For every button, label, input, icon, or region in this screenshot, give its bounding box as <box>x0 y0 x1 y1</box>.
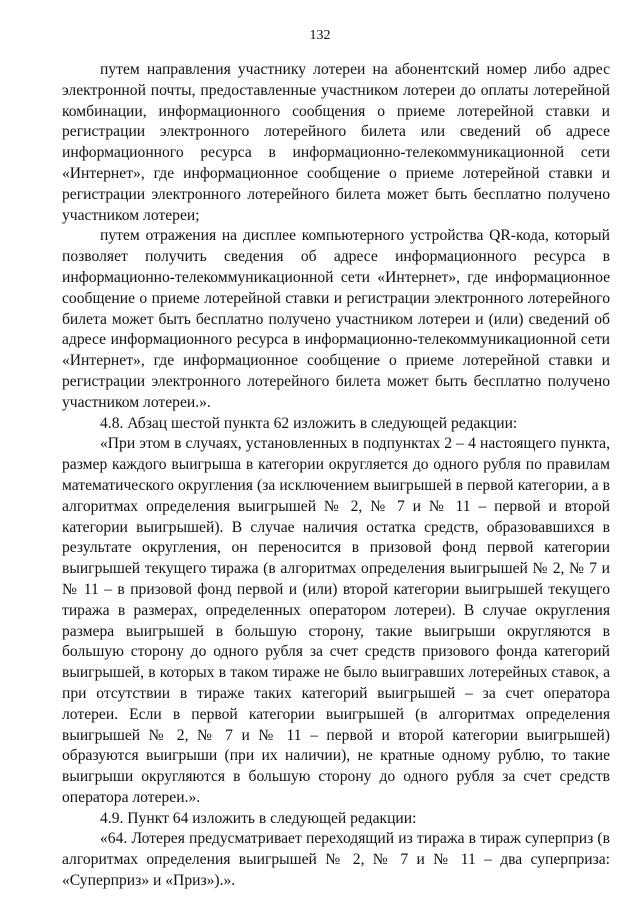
paragraph-superprize: «64. Лотерея предусматривает переходящий из тиража в тираж суперприз (в алгоритмах определения выигрышей № 2, № 7 и № 11 – два суперприза: «Суперприз» и «Приз»).». <box>62 830 610 890</box>
document-body <box>62 60 610 892</box>
paragraph-section-4-8: 4.8. Абзац шестой пункта 62 изложить в следующей редакции: <box>100 414 518 432</box>
page-number: 132 <box>309 28 331 43</box>
paragraph-section-4-9: 4.9. Пункт 64 изложить в следующей редакции: <box>100 809 417 827</box>
paragraph-qr-code: путем отражения на дисплее компьютерного устройства QR-кода, который позволяет получить сведения об адресе информационного ресурса в информационно-телекоммуникационной сети «Интернет», где информационное сообщение о приеме лотерейной ставки и регистрации электронного лотерейного билета может быть бесплатно получено участником лотереи и (или) сведений об адресе информационного ресурса в информационно-телекоммуникационной сети «Интернет», где информационное сообщение о приеме лотерейной ставки и регистрации электронного лотерейного билета может быть бесплатно получено участником лотереи.». <box>62 227 610 411</box>
paragraph-rounding-rules: «При этом в случаях, установленных в подпунктах 2 – 4 настоящего пункта, размер каждого выигрыша в категории округляется до одного рубля по правилам математического округления (за исключением выигрышей в первой категории, а в алгоритмах определения выигрышей № 2, № 7 и № 11 – первой и второй категории выигрышей). В случае наличия остатка средств, образовавшихся в результате округления, он переносится в призовой фонд первой категории выигрышей текущего тиража (в алгоритмах определения выигрышей № 2, № 7 и № 11 – в призовой фонд первой и (или) второй категории выигрышей текущего тиража в размерах, определенных оператором лотереи). В случае округления размера выигрышей в большую сторону, такие выигрыши округляются в большую сторону до одного рубля за счет средств призового фонда категорий выигрышей, в которых в таком тираже не было выигравших лотерейных ставок, а при отсутствии в тираже таких категорий выигрышей – за счет оператора лотереи. Если в первой категории выигрышей (в алгоритмах определения выигрышей № 2, № 7 и № 11 – первой и второй категории выигрышей) образуются выигрыши (при их наличии), не кратные одному рублю, то такие выигрыши округляются в большую сторону до одного рубля за счет средств оператора лотереи.». <box>62 435 610 806</box>
paragraph-sms-notification: путем направления участнику лотереи на абонентский номер либо адрес электронной почты, предоставленные участником лотереи до оплаты лотерейной комбинации, информационного сообщения о приеме лотерейной ставки и регистрации электронного лотерейного билета или сведений об адресе информационного ресурса в информационно-телекоммуникационной сети «Интернет», где информационное сообщение о приеме лотерейной ставки и регистрации электронного лотерейного билета может быть бесплатно получено участником лотереи; <box>62 61 610 224</box>
